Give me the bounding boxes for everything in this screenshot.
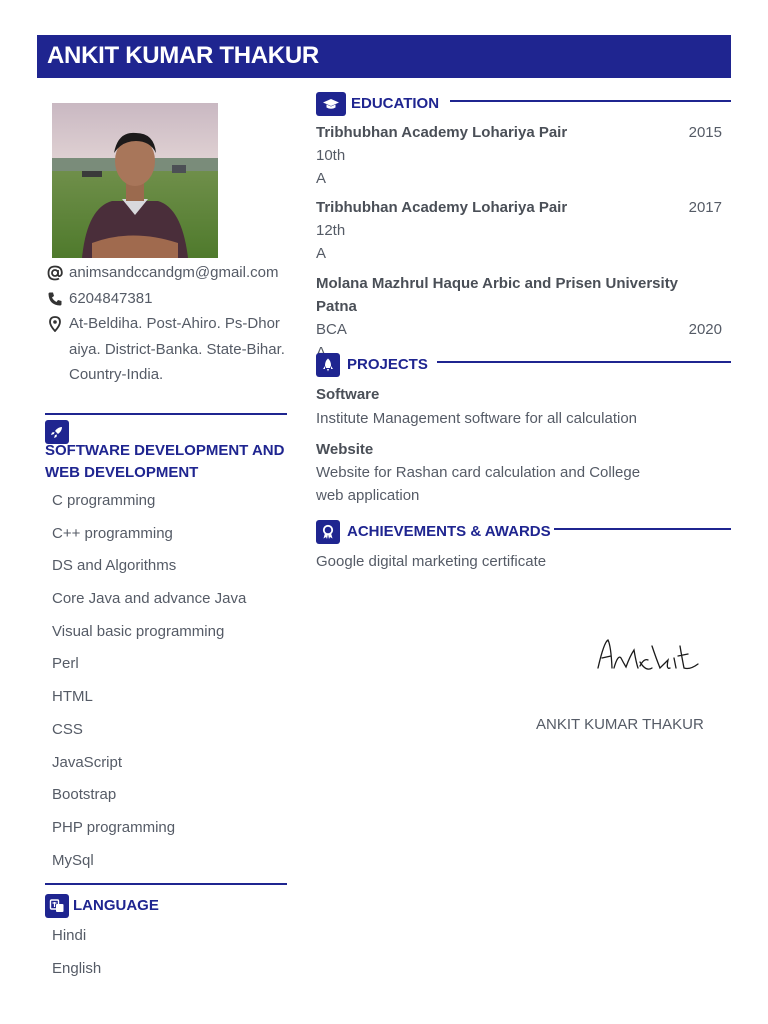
achievements-title: ACHIEVEMENTS & AWARDS <box>347 523 551 540</box>
list-item: JavaScript <box>52 753 123 771</box>
education-year: 2015 <box>688 124 722 141</box>
list-item: C++ programming <box>52 524 173 542</box>
education-section-icon <box>316 92 346 116</box>
list-item: Core Java and advance Java <box>52 590 247 608</box>
project-name: Software <box>316 386 380 403</box>
email-text[interactable]: animsandccandgm@gmail.com <box>69 264 279 281</box>
education-title: EDUCATION <box>351 95 440 112</box>
education-divider <box>450 100 731 102</box>
email-row <box>45 260 287 286</box>
rocket-icon <box>49 424 65 440</box>
list-item: MySql <box>52 851 94 869</box>
signature-image <box>594 632 706 682</box>
list-item: English <box>52 959 102 977</box>
achievements-divider <box>554 528 731 530</box>
language-title: LANGUAGE <box>73 897 159 914</box>
candidate-name: ANKIT KUMAR THAKUR <box>47 42 319 69</box>
list-item: HTML <box>52 688 93 706</box>
left-divider-2 <box>45 883 287 885</box>
translate-icon <box>49 898 65 914</box>
education-degree: 10th <box>316 147 346 164</box>
list-item: Perl <box>52 655 79 673</box>
projects-section-icon <box>316 353 340 377</box>
project-name: Website <box>316 441 374 458</box>
achievements-section-icon <box>316 520 340 544</box>
list-item: C programming <box>52 492 156 509</box>
education-entry <box>316 272 722 364</box>
education-entry <box>316 121 722 190</box>
contact-list <box>45 260 287 388</box>
address-text: At-Beldiha. Post-Ahiro. Ps-Dhoraiya. District-Banka. State-Bihar. Country-India. <box>69 315 285 383</box>
education-school: Tribhubhan Academy Lohariya Pair <box>316 124 568 141</box>
language-list <box>52 927 101 992</box>
project-description: Institute Management software for all calculation <box>316 410 637 427</box>
education-school: Tribhubhan Academy Lohariya Pair <box>316 199 568 216</box>
graduation-cap-icon <box>322 96 340 112</box>
award-ribbon-icon <box>320 524 336 540</box>
phone-icon <box>47 291 63 307</box>
education-grade: A <box>316 170 327 187</box>
education-year: 2017 <box>688 199 722 216</box>
list-item: DS and Algorithms <box>52 557 177 575</box>
list-item: Hindi <box>52 927 87 944</box>
at-icon <box>47 265 63 281</box>
location-pin-icon <box>47 316 63 332</box>
rocket-launch-icon <box>320 357 336 373</box>
education-school: Molana Mazhrul Haque Arbic and Prisen University Patna <box>316 275 679 315</box>
phone-row <box>45 286 287 312</box>
education-degree: BCA <box>316 321 347 338</box>
left-divider-1 <box>45 413 287 415</box>
list-item: Bootstrap <box>52 786 117 804</box>
header-bar <box>37 35 731 78</box>
address-row <box>45 311 287 388</box>
education-year: 2020 <box>688 321 722 338</box>
project-description: Website for Rashan card calculation and College web application <box>316 464 641 504</box>
list-item: Visual basic programming <box>52 622 225 640</box>
signature-name: ANKIT KUMAR THAKUR <box>536 716 704 733</box>
projects-title: PROJECTS <box>347 356 428 373</box>
education-entry <box>316 196 722 265</box>
language-section-icon <box>45 894 69 918</box>
list-item: PHP programming <box>52 818 176 836</box>
phone-text: 6204847381 <box>69 289 153 307</box>
profile-photo <box>52 103 218 258</box>
projects-divider <box>437 361 731 363</box>
skills-title: SOFTWARE DEVELOPMENT AND WEB DEVELOPMENT <box>45 442 285 481</box>
education-grade: A <box>316 245 327 262</box>
list-item: CSS <box>52 720 83 738</box>
education-degree: 12th <box>316 222 346 239</box>
achievement-item: Google digital marketing certificate <box>316 553 547 570</box>
skills-list <box>52 492 246 884</box>
